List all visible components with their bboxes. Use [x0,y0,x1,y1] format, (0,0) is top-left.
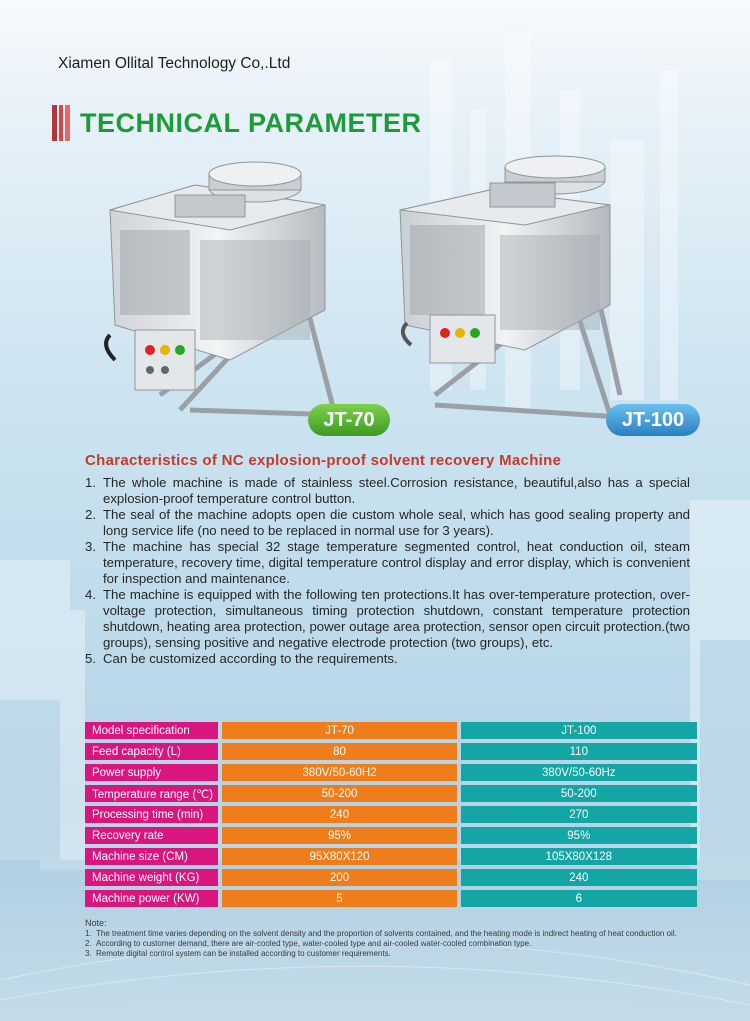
section-title-bar [52,105,422,141]
company-name: Xiamen Ollital Technology Co,.Ltd [58,55,291,72]
notes-section [85,918,695,959]
jt100-value: 240 [461,869,697,886]
list-item-text: The whole machine is made of stainless steel.Corrosion resistance, beautiful,also has a special explosion-proof temperature control button. [103,475,690,506]
table-row [85,785,697,802]
table-row [85,743,697,760]
spec-label: Processing time (min) [85,806,218,823]
jt70-value: 50-200 [222,785,456,802]
note-text: The treatment time varies depending on the solvent density and the proportion of solvents contained, and the heating mode is indirect heating of heat conduction oil. [96,929,677,938]
table-row [85,827,697,844]
list-item-number: 3. [85,539,96,554]
jt100-value: 50-200 [461,785,697,802]
list-item [85,539,690,587]
table-row [85,869,697,886]
spec-table [85,718,697,911]
jt100-value: 105X80X128 [461,848,697,865]
spec-label: Temperature range (℃) [85,785,218,802]
jt100-badge: JT-100 [606,404,700,436]
jt70-machine-image [100,160,390,440]
jt70-value: 80 [222,743,456,760]
list-item-number: 5. [85,651,96,666]
notes-title: Note: [85,918,107,928]
note-item [85,949,695,959]
list-item-number: 4. [85,587,96,602]
list-item-number: 2. [85,507,96,522]
jt100-value: JT-100 [461,722,697,739]
jt70-value: 240 [222,806,456,823]
note-item [85,939,695,949]
jt100-machine-image [395,155,695,440]
list-item [85,587,690,651]
characteristics-title: Characteristics of NC explosion-proof solvent recovery Machine [85,452,562,469]
spec-label: Machine size (CM) [85,848,218,865]
table-row [85,848,697,865]
table-row [85,890,697,907]
jt70-value: JT-70 [222,722,456,739]
jt100-value: 110 [461,743,697,760]
characteristics-list [85,475,690,667]
jt100-value: 6 [461,890,697,907]
jt70-value: 95% [222,827,456,844]
note-number: 3. [85,949,92,958]
list-item-text: The seal of the machine adopts open die custom whole seal, which has good sealing property and long service life (no need to be replaced in normal use for 3 years). [103,507,690,538]
note-number: 1. [85,929,92,938]
jt100-value: 380V/50-60Hz [461,764,697,781]
jt70-value: 5 [222,890,456,907]
list-item-text: The machine has special 32 stage temperature segmented control, heat conduction oil, steam temperature, recovery time, digital temperature control display and error display, which is convenient for inspection and maintenance. [103,539,690,586]
section-title: TECHNICAL PARAMETER [80,107,422,138]
jt70-value: 95X80X120 [222,848,456,865]
jt70-value: 200 [222,869,456,886]
spec-label: Feed capacity (L) [85,743,218,760]
table-row [85,722,697,739]
title-accent-mark [52,105,70,141]
spec-label: Machine power (KW) [85,890,218,907]
jt100-value: 270 [461,806,697,823]
list-item-text: The machine is equipped with the following ten protections.It has over-temperature protection, over-voltage protection, simultaneous timing protection shutdown, constant temperature protection shutdown, heating area protection, power outage area protection, sensor open circuit protection.(two groups), sensing positive and negative electrode protection (two groups), etc. [103,587,690,650]
list-item [85,507,690,539]
note-text: Remote digital control system can be installed according to customer requirements. [96,949,391,958]
jt70-value: 380V/50-60H2 [222,764,456,781]
list-item [85,651,690,667]
jt100-value: 95% [461,827,697,844]
list-item-number: 1. [85,475,96,490]
spec-label: Recovery rate [85,827,218,844]
spec-label: Model specification [85,722,218,739]
note-item [85,929,695,939]
note-text: According to customer demand, there are air-cooled type, water-cooled type and air-cooled water-cooled combination type. [96,939,532,948]
spec-label: Power supply [85,764,218,781]
jt70-badge: JT-70 [308,404,390,436]
spec-label: Machine weight (KG) [85,869,218,886]
list-item-text: Can be customized according to the requirements. [103,651,398,666]
table-row [85,806,697,823]
list-item [85,475,690,507]
note-number: 2. [85,939,92,948]
table-row [85,764,697,781]
